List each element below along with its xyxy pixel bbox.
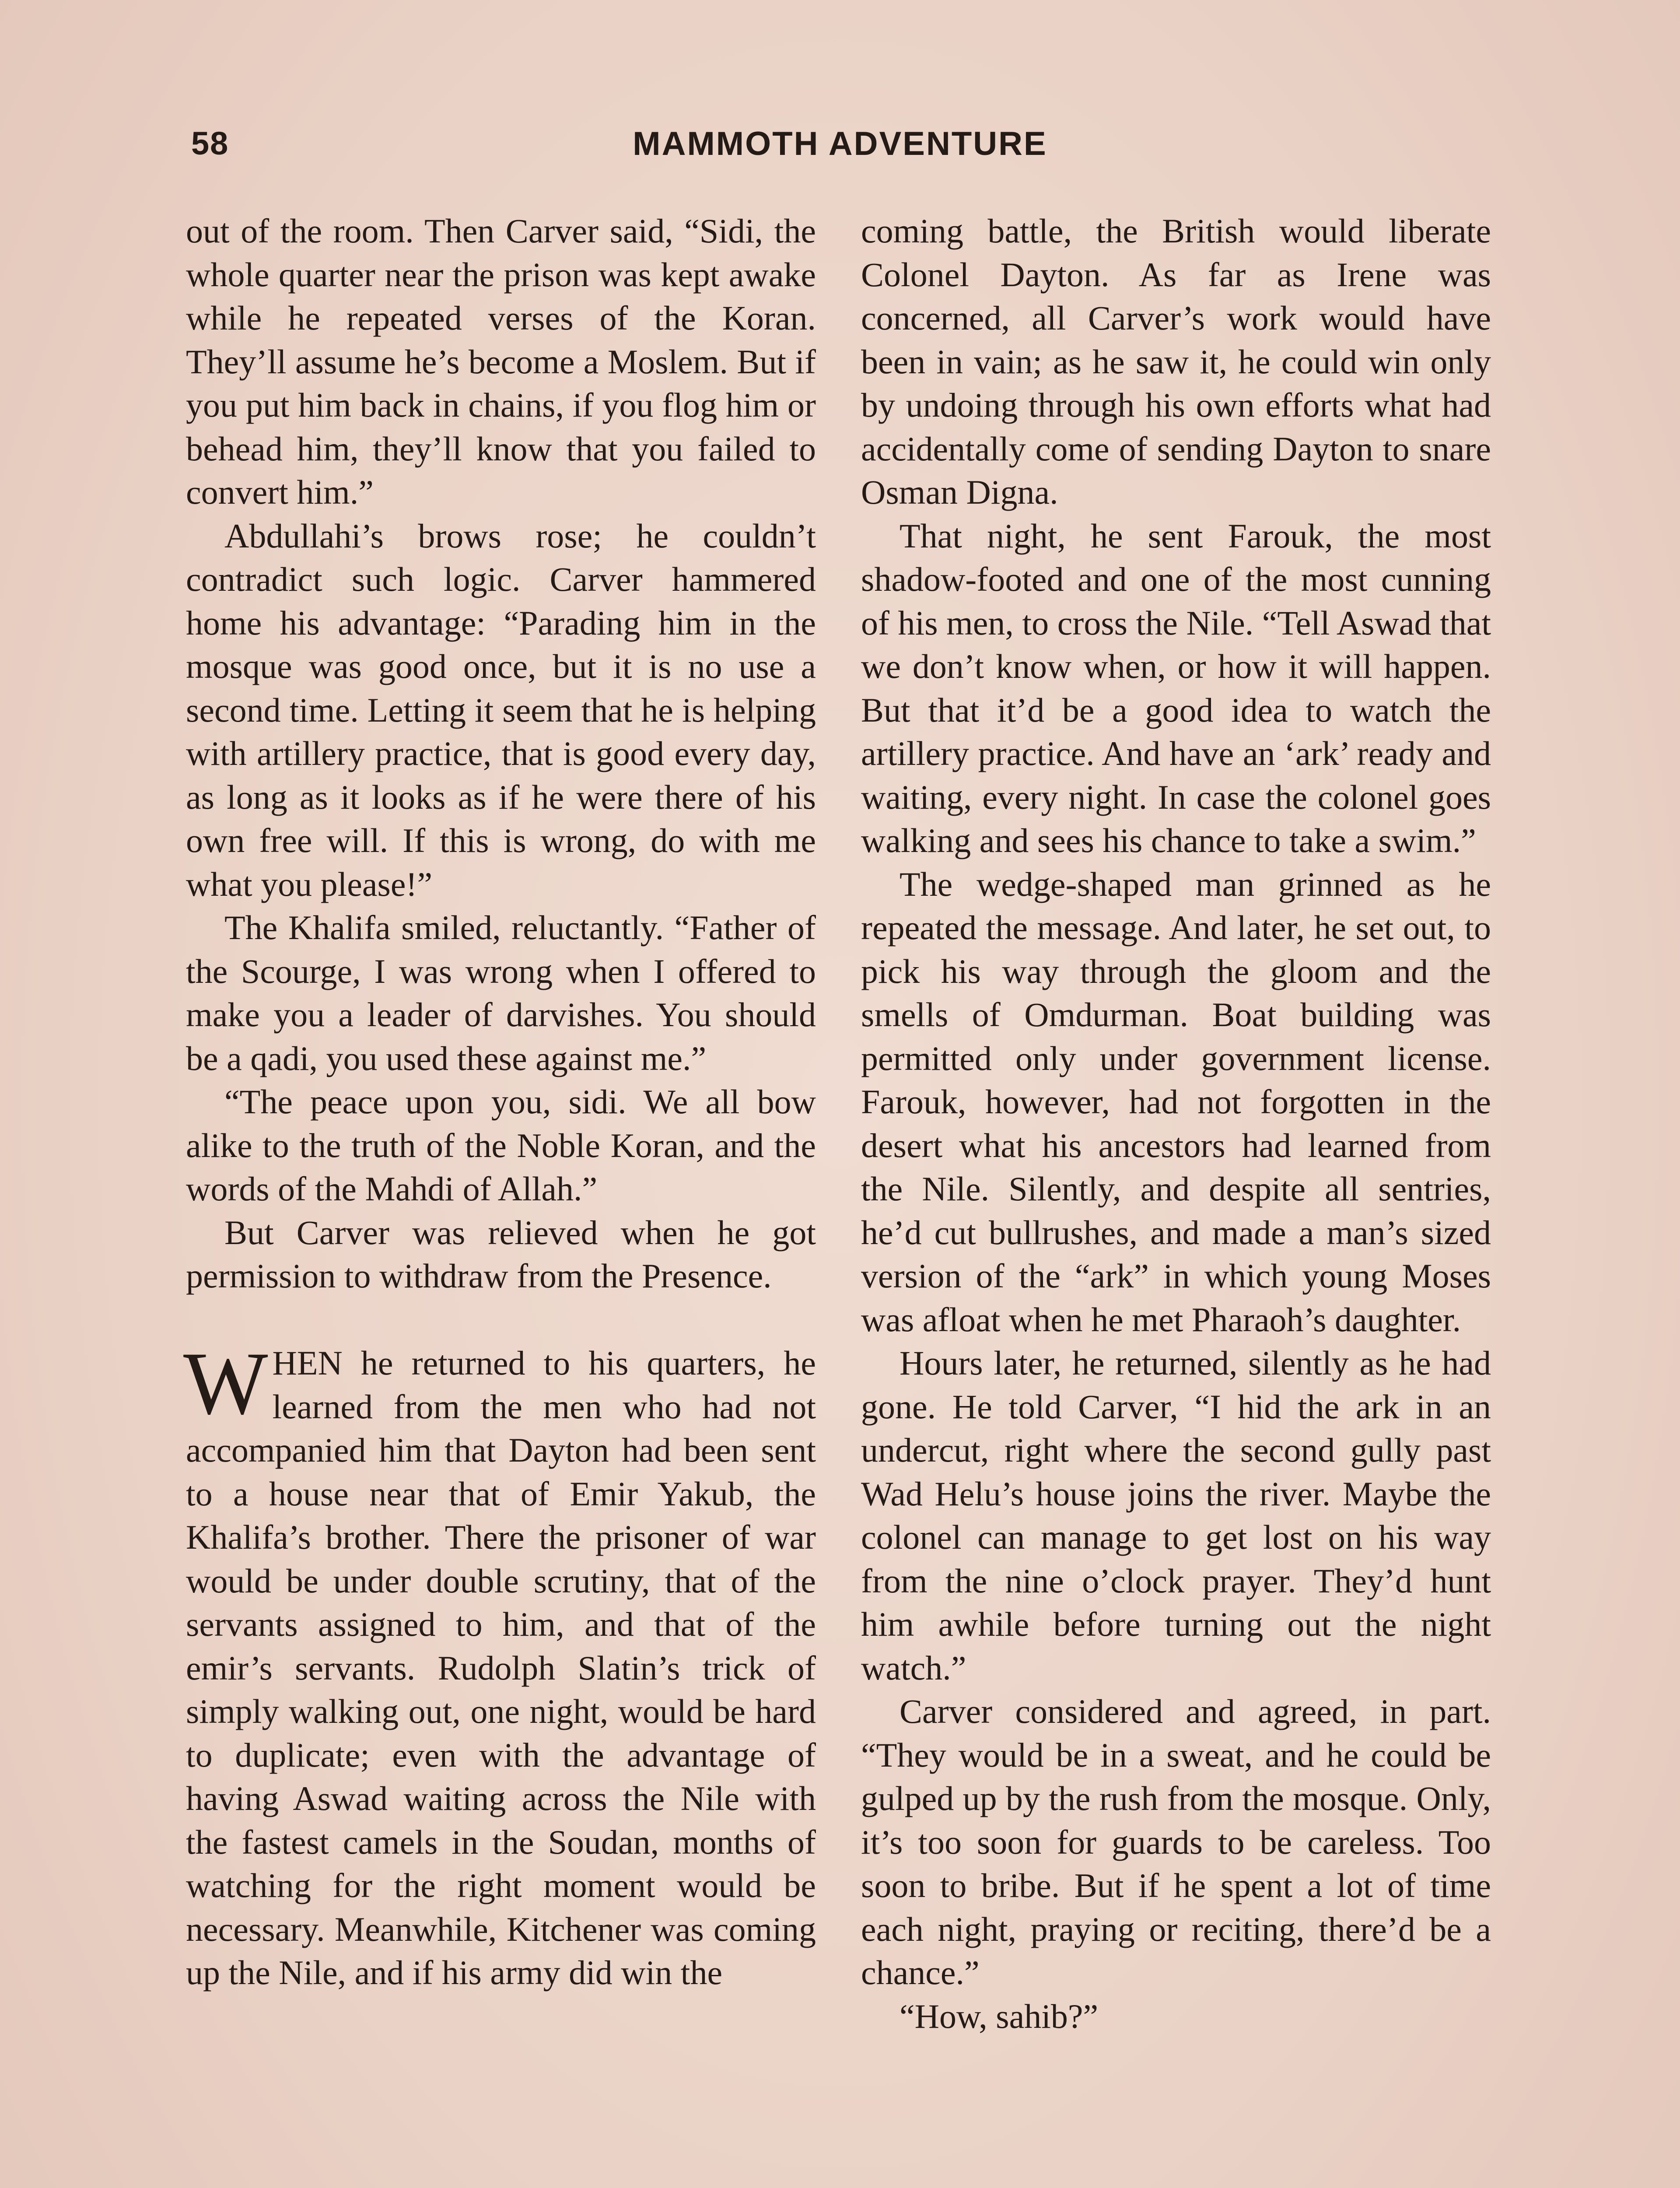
paragraph: “How, sahib?”	[900, 1997, 1099, 2035]
dropcap-paragraph	[183, 1334, 816, 1995]
running-head: MAMMOTH ADVENTURE	[633, 125, 1047, 162]
left-column	[183, 209, 816, 1995]
paragraph: out of the room. Then Carver said, “Sidi, the whole quarter near the prison was kept awake while he repeated verses of the Koran. They’ll assume he’s become a Moslem. But if you put him back in chains, if you flog him or behead him, they’ll know that you failed to convert him.”	[186, 212, 816, 511]
paragraph: Carver considered and agreed, in part. “They would be in a sweat, and he could be gulped up by the rush from the mosque. Only, it’s too soon for guards to be careless. Too soon to bribe. But if he spent a lot of time each night, praying or reciting, there’d be a chance.”	[861, 1692, 1491, 1992]
paragraph: coming battle, the British would liberate Colonel Dayton. As far as Irene was concerned, all Carver’s work would have been in vain; as he saw it, he could win only by undoing through his own efforts what had accidentally come of sending Dayton to snare Osman Digna.	[861, 212, 1491, 511]
paragraph: The wedge-shaped man grinned as he repeated the message. And later, he set out, to pick his way through the gloom and the smells of Omdurman. Boat building was permitted only under government license. Farouk, however, had not forgotten in the desert what his ancestors had learned from the Nile. Silently, and despite all sentries, he’d cut bullrushes, and made a man’s sized version of the “ark” in which young Moses was afloat when he met Pharaoh’s daughter.	[861, 865, 1491, 1339]
right-column	[861, 209, 1491, 2038]
paragraph: The Khalifa smiled, reluctantly. “Father of the Scourge, I was wrong when I offered to make you a leader of darvishes. You should be a qadi, you used these against me.”	[186, 908, 816, 1077]
paragraph-text: HEN he returned to his quarters, he learned from the men who had not accompanied him that Dayton had been sent to a house near that of Emir Yakub, the Khalifa’s brother. There the prisoner of war would be under double scrutiny, that of the servants assigned to him, and that of the emir’s servants. Rudolph Slatin’s trick of simply walking out, one night, would be hard to duplicate; even with the advantage of having Aswad waiting across the Nile with the fastest camels in the Soudan, months of watching for the right moment would be necessary. Meanwhile, Kitchener was coming up the Nile, and if his army did win the	[186, 1344, 816, 1992]
paragraph: That night, he sent Farouk, the most shadow-footed and one of the most cunning of his men, to cross the Nile. “Tell Aswad that we don’t know when, or how it will happen. But that it’d be a good idea to watch the artillery practice. And have an ‘ark’ ready and waiting, every night. In case the colonel goes walking and sees his chance to take a swim.”	[861, 516, 1491, 859]
page-header	[186, 125, 1494, 173]
paragraph: “The peace upon you, sidi. We all bow alike to the truth of the Noble Koran, and the words of the Mahdi of Allah.”	[186, 1083, 816, 1208]
page-number: 58	[191, 125, 229, 161]
section-break	[186, 1298, 816, 1342]
paragraph: Abdullahi’s brows rose; he couldn’t contradict such logic. Carver hammered home his advantage: “Parading him in the mosque was good once, but it is no use a second time. Letting it seem that he is helping with artillery practice, that is good every day, as long as it looks as if he were there of his own free will. If this is wrong, do with me what you please!”	[186, 516, 816, 903]
paragraph: But Carver was relieved when he got permission to withdraw from the Presence.	[186, 1213, 816, 1295]
paragraph: Hours later, he returned, silently as he had gone. He told Carver, “I hid the ark in an undercut, right where the second gully past Wad Helu’s house joins the river. Maybe the colonel can manage to get lost on his way from the nine o’clock prayer. They’d hunt him awhile before turning out the night watch.”	[861, 1344, 1491, 1687]
drop-cap: W	[183, 1334, 268, 1433]
